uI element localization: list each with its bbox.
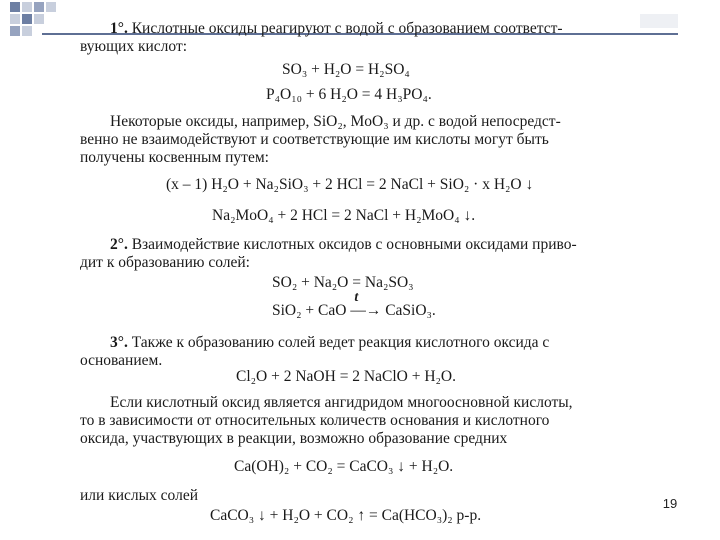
section-3-note-line-3: оксида, участвующих в реакции, возможно образование средних [80,430,508,447]
section-1-text: Кислотные оксиды реагируют с водой с образованием соответст- [127,20,563,37]
equation-6 [272,290,436,320]
section-1-note-line-3: получены косвенным путем: [80,149,269,166]
section-1-number: 1°. [110,20,128,37]
section-2-number: 2°. [110,236,128,253]
section-1-note-line-2: венно не взаимодействуют и соответствующие им кислоты могут быть [80,131,549,148]
equation-1: SO₃ + H₂O = H₂SO₄ [282,61,410,78]
equation-3: (x – 1) H₂O + Na₂SiO₃ + 2 HCl = 2 NaCl + SiO₂ · x H₂O ↓ [166,176,534,193]
section-2-line-2: дит к образованию солей: [80,254,250,271]
section-3-line-2: основанием. [80,352,163,369]
section-1-line-1 [110,20,620,38]
acid-salts-label: или кислых солей [80,487,199,504]
section-3-number: 3°. [110,334,128,351]
corner-mark [640,14,678,28]
section-1-note-line-1: Некоторые оксиды, например, SiO₂, MoO₃ и др. с водой непосредст- [110,113,561,130]
equation-6-right: CaSiO₃. [385,302,436,319]
equation-9: CaCO₃ ↓ + H₂O + CO₂ ↑ = Ca(HCO₃)₂ р-р. [210,507,482,524]
page-number: 19 [662,496,678,511]
section-1-line-2: вующих кислот: [80,38,188,55]
equation-5: SO₂ + Na₂O = Na₂SO₃ [272,274,414,291]
equation-2: P₄O₁₀ + 6 H₂O = 4 H₃PO₄. [266,86,432,103]
corner-decoration [0,0,80,42]
equation-6-left: SiO₂ + CaO [272,302,347,319]
section-3-line-1 [110,334,620,352]
section-3-text: Также к образованию солей ведет реакция кислотного оксида с [127,334,550,351]
equation-8: Ca(OH)₂ + CO₂ = CaCO₃ ↓ + H₂O. [234,458,454,475]
section-2-text: Взаимодействие кислотных оксидов с основными оксидами приво- [127,236,577,253]
section-3-note-line-1: Если кислотный оксид является ангидридом многоосновной кислоты, [110,394,573,411]
heat-symbol: t [354,290,359,305]
section-3-note-line-2: то в зависимости от относительных количеств основания и кислотного [80,412,550,429]
section-2-line-1 [110,236,620,254]
equation-4: Na₂MoO₄ + 2 HCl = 2 NaCl + H₂MoO₄ ↓. [212,207,476,224]
equation-7: Cl₂O + 2 NaOH = 2 NaClO + H₂O. [236,368,457,385]
heat-arrow: t ―→ [350,290,382,319]
